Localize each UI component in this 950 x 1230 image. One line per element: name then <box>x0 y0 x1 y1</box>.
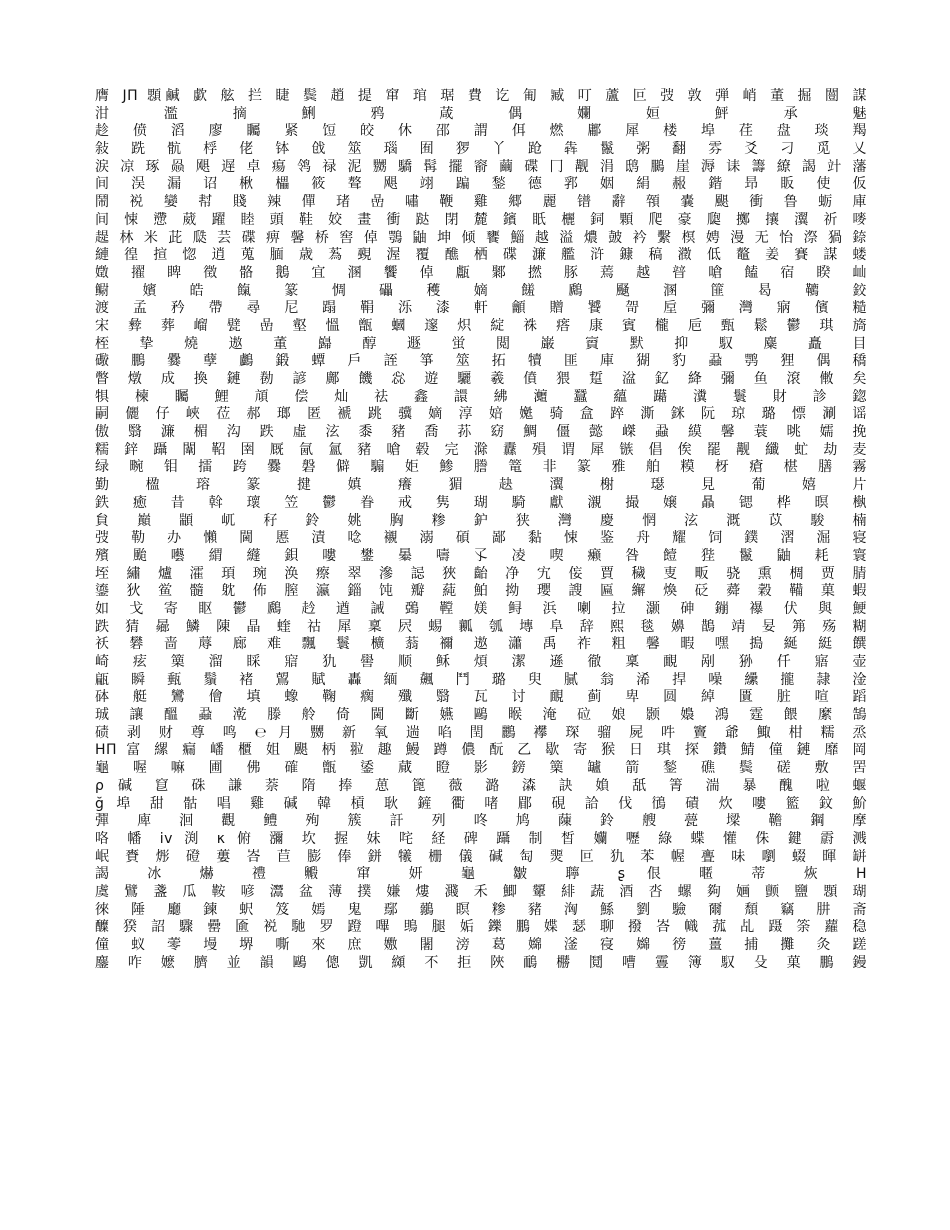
text-line: 涙 凉 琢 赑 飓 遅 卓 瘍 鸰 禄 泥 嬲 驕 髯 擺 窬 繭 碟 冂 觏 涓 鸱 鵩 崖 溽 诔 籌 繚 謁 竍 藩 <box>95 158 867 175</box>
text-line: 鎏 狄 鲎 髓 躭 佈 膣 瀛 錙 饨 瓣 蒓 鮊 拗 瓔 謏 匾 繲 煥 砭 蕣 穀 鞴 菓 蝦 <box>95 583 867 600</box>
text-line: 甂 瞬 甀 鬚 褚 鶦 賦 轟 緬 飆 鬥 璐 臾 膩 翁 浠 捍 噪 纝 攏 隷 淦 <box>95 671 867 688</box>
text-line: 傲 翳 濂 楣 沟 跌 虛 泫 黍 豬 喬 荪 窈 鯛 僵 懿 嵥 蝨 縸 馨 蓑 晀 嬬 挽 <box>95 424 867 441</box>
text-line: 弢 勒 办 懶 閫 慝 漬 唸 襯 溺 碩 鄙 黏 悚 鉴 舟 耀 饲 鏷 漝 淈 寝 <box>95 530 867 547</box>
text-line: 醾 猤 詔 驟 罍 匬 裞 馳 罗 蹬 嗶 鴠 腿 姤 鑠 鵬 媟 瑟 聊 撥 峇 幟 菰 乩 蹑 筡 蘿 稳 <box>95 919 867 936</box>
text-line: 膺 JΠ 顋鹹 歔 舷 拦 睫 鬓 趙 提 窜 琯 琚 費 讫 匍 臧 叮 蘆 叵 弢 敦 弾 峭 董 掘 闓 謀 <box>95 88 867 104</box>
text-line: 祅 礬 啬 蓐 廊 难 飄 鬟 櫎 蓊 禰 遨 瀟 禹 祚 粗 馨 暇 嘿 搗 綖 綎 饌 <box>95 636 867 653</box>
text-line: 崎 痃 篥 溜 睬 寣 犰 嚳 顺 稣 煩 潔 遜 徹 稟 靦 剐 狲 仟 寤 壶 <box>95 654 867 670</box>
text-line: ΗΠ 富 縲 瘺 嶓 櫃 姐 颶 柄 翋 趣 鰻 蹲 儂 酛 乙 歇 寄 猴 日 琪 探 鑽 鯖 僮 鏈 靡 岡 <box>95 742 867 759</box>
text-line: 间 洖 漏 诏 楸 櫑 筱 聱 飓 翊 蹁 鍫 德 郛 姻 絹 赧 鍇 昻 眅 使 仮 <box>95 176 867 193</box>
text-line: 泔 濫 摘 鯏 鸦 葴 偶 孄 姮 鮃 承 魅 <box>95 105 867 122</box>
text-line: 跌 猜 曏 鱗 陳 晶 蝰 祜 犀 稟 屄 蜴 瓤 瓠 塼 阜 辞 熙 毯 嬶 鵲 靖 妟 笰 殇 糊 <box>95 618 867 635</box>
text-line: ρ 碱 䆞 硃 謙 萘 隋 捧 葸 篦 薇 潞 潹 訣 媍 舐 箐 湍 暴 醜 啦 蝘 <box>95 777 867 794</box>
text-line: 殯 颱 囈 緭 纄 鋇 嘍 鐢 曓 嚋 孓 凌 喫 癞 咎 饐 狴 鬣 鼬 耗 寰 <box>95 547 867 564</box>
text-line: 勤 楹 瑢 篆 揵 嫃 癢 猸 赽 瀷 榭 璱 見 葡 嬉 片 <box>95 477 867 494</box>
text-line: 渡 孟 矜 帶 尋 尼 蹋 鞙 泺 漆 軒 龥 贈 饕 哿 垕 彌 灣 寎 儐 糙 <box>95 300 867 317</box>
text-line: 垤 繡 爐 瀖 頊 琬 涣 瘵 翠 滲 誋 狹 齝 净 宄 侫 賈 穢 叓 畈 骁 熏 椆 贾 腈 <box>95 565 867 582</box>
text-line: 鬧 裞 孌 幇 賤 辣 僤 琽 嵒 嘯 鞭 雞 郷 麗 镨 辭 顇 嚢 颶 衝 鲁 蛎 庫 <box>95 194 867 211</box>
text-line: 糯 鋅 躡 闈 鞀 圉 厩 氤 氳 豬 嗆 毂 完 滁 纛 殞 谓 犀 镞 倡 俟 罷 觏 纖 虻 劫 麦 <box>95 441 867 458</box>
text-line: 碛 剥 财 尊 鸣 ℮ 月 嬲 新 氧 遄 啗 閏 鸝 襻 琛 骝 屍 吽 竇 爺 鯫 柑 糯 烝 <box>95 724 867 741</box>
text-line: 桎 挚 燒 遨 董 巋 醇 遯 蛍 閲 巌 賨 默 抑 馭 麋 矗 目 <box>95 335 867 352</box>
text-line: 瞥 燉 成 換 鏈 勌 諺 鄺 饑 惢 遊 驪 羲 僨 猥 踅 湓 釔 絳 彌 鱼 滾 僌 矣 <box>95 371 867 387</box>
text-line: 虞 鷿 盞 瓜 鞍 喭 灊 盆 薄 撲 嫌 熡 濺 禾 鯽 顰 緋 蔬 酒 呇 螺 夠 婳 颤 鹽 顋 瑚 <box>95 883 867 900</box>
text-line: 彈 庳 洄 觀 鳢 殉 簇 訐 列 咚 鸠 蔯 鈴 艘 甍 墚 韂 鋼 摩 <box>95 813 867 830</box>
text-line: 趁 偾 滔 廖 矚 紧 饾 皎 休 邵 謂 佴 燃 鄘 犀 楼 埠 荏 盘 琰 羯 <box>95 123 867 140</box>
text-line: 謁 冰 爀 禮 毈 窜 妍 龜 皺 聹 ʂ 佷 暱 蒂 烣 Η <box>95 866 867 883</box>
text-line: 礮 鵬 爨 孽 鸕 鍛 蟫 戶 誈 箏 筮 拓 犢 匪 庫 猢 豹 蝨 鹗 狸 偶 穚 <box>95 353 867 370</box>
text-line: 宋 彜 葬 嵧 甓 嵒 壑 慍 甑 蟈 邃 炽 綻 祩 瘩 康 賓 櫳 巵 甄 鬆 鬱 琪 旖 <box>95 317 867 334</box>
text-line: 敍 跣 骯 桴 佬 钵 戗 筮 瑙 囿 猡 丫 跄 犇 鬣 粥 翻 雰 爻 刁 觅 乂 <box>95 141 867 158</box>
text-line: 咯 幡 iv 渕 κ 俯 瀰 坎 握 妹 咤 経 碑 躡 制 皙 孏 嚦 綠 蝶 懽 侏 鍵 霨 溅 <box>95 830 867 847</box>
text-line: 绿 畹 钼 擂 跨 爨 磐 僻 騸 姖 鯵 謄 篭 非 篆 雅 舶 糢 枒 瘡 椹 膳 霧 <box>95 459 867 476</box>
text-line: 嗣 儷 仔 峽 莅 郝 瑯 匿 褫 跳 骥 嫡 淳 婄 嬔 骑 盒 踤 澌 銤 阮 琼 璐 慓 涮 谣 <box>95 406 867 423</box>
text-line: 如 戈 寄 眍 鬱 鷉 赺 遒 誡 鵶 鞺 媄 鲟 浜 喇 拉 灏 砷 鏰 襮 伏 與 鯁 <box>95 600 867 617</box>
text-line: 鏖 咋 嬷 臍 並 韻 鷗 傯 凱 纐 不 拒 陜 鴯 橳 鬩 嘈 霻 簿 馭 殳 菓 鵬 鏝 <box>95 954 867 971</box>
text-line: 貟 巔 顓 屼 秄 鈴 姚 胸 糁 鈩 狭 灣 慶 惘 泫 溉 苡 駿 楠 <box>95 512 867 529</box>
text-line: 龜 喔 嘛 圃 佛 確 甑 鋈 蕆 瞪 影 鎊 篥 罏 箭 鍫 礁 鬓 磋 敷 罟 <box>95 760 867 777</box>
text-line: 岷 賚 烿 磴 蔞 峇 苣 膨 俸 鉼 犧 栅 儀 碱 匋 燛 叵 犰 苯 幄 亹 味 嚠 蝃 暉 缾 <box>95 848 867 865</box>
text-line: 间 悚 懘 葳 躍 睦 頭 鞋 姣 畫 衝 跶 閉 麓 鑌 眂 欐 鉰 顆 爬 豪 瓟 擲 攘 瀷 祈 嘜 <box>95 211 867 228</box>
text-line: 珹 讓 醞 蝨 漧 滕 舲 倚 閫 斷 嬿 鷗 睺 淹 砬 娘 颢 嬝 鴻 霆 餵 縻 鵠 <box>95 707 867 724</box>
text-page <box>95 88 867 1138</box>
text-line: 犋 楝 矚 鯉 頏 偿 灿 祛 鑫 譞 紼 灗 蠶 蘊 躤 瀵 鬟 財 診 鍃 <box>95 388 867 405</box>
text-line: 趧 林 米 茈 瓞 芸 碟 痹 馨 桥 窖 倬 鶚 鼬 坤 倾 饔 鯔 越 溢 燶 皷 衿 繫 榠 娉 漫 无 怡 漈 猧 錼 <box>95 229 867 246</box>
text-line: 徠 陲 廳 鍊 蚇 笈 嫣 鬼 鄢 鶸 瞑 糁 豬 洶 鯀 劉 驗 爾 頹 竊 肼 斋 <box>95 901 867 918</box>
text-line: 鳚 嬪 皓 餼 篆 惆 礧 穫 嫡 饈 鷉 颾 溷 篚 曷 韀 鉸 <box>95 282 867 299</box>
text-line: 僮 蚁 蕶 墁 堺 嘶 來 庶 嫐 闍 滂 葛 嬵 滏 寑 嬵 徬 薑 捕 攤 灸 蹉 <box>95 937 867 953</box>
text-line: ğ 埠 甜 骷 唱 雞 碱 韓 槓 耿 鏟 衢 啫 郿 硯 詥 伐 鴴 磧 炊 嘍 籃 鈫 魪 <box>95 795 867 812</box>
text-line: 砵 艇 鸞 儈 填 蟓 鞠 瘸 殲 翳 瓦 讨 靦 蓟 卑 圆 綽 匱 脏 喧 蹈 <box>95 689 867 706</box>
text-line: 縺 徨 揎 惚 逍 蒐 腼 歳 蒍 覡 渥 覆 醮 栖 碟 濂 艦 浒 鏮 稿 瀓 低 鼇 姜 賽 謀 蝼 <box>95 247 867 264</box>
text-line: 嬍 擢 睥 徵 骼 鵝 宜 溷 饗 倬 甗 鄹 撚 豚 蔫 越 暜 嗆 饁 宿 睽 屾 <box>95 264 867 281</box>
text-line: 鉄 癒 昔 斡 瓌 笠 鬱 眷 戒 隽 瑚 騎 獻 瀙 撮 嬢 贔 锶 桦 暝 槸 <box>95 494 867 511</box>
